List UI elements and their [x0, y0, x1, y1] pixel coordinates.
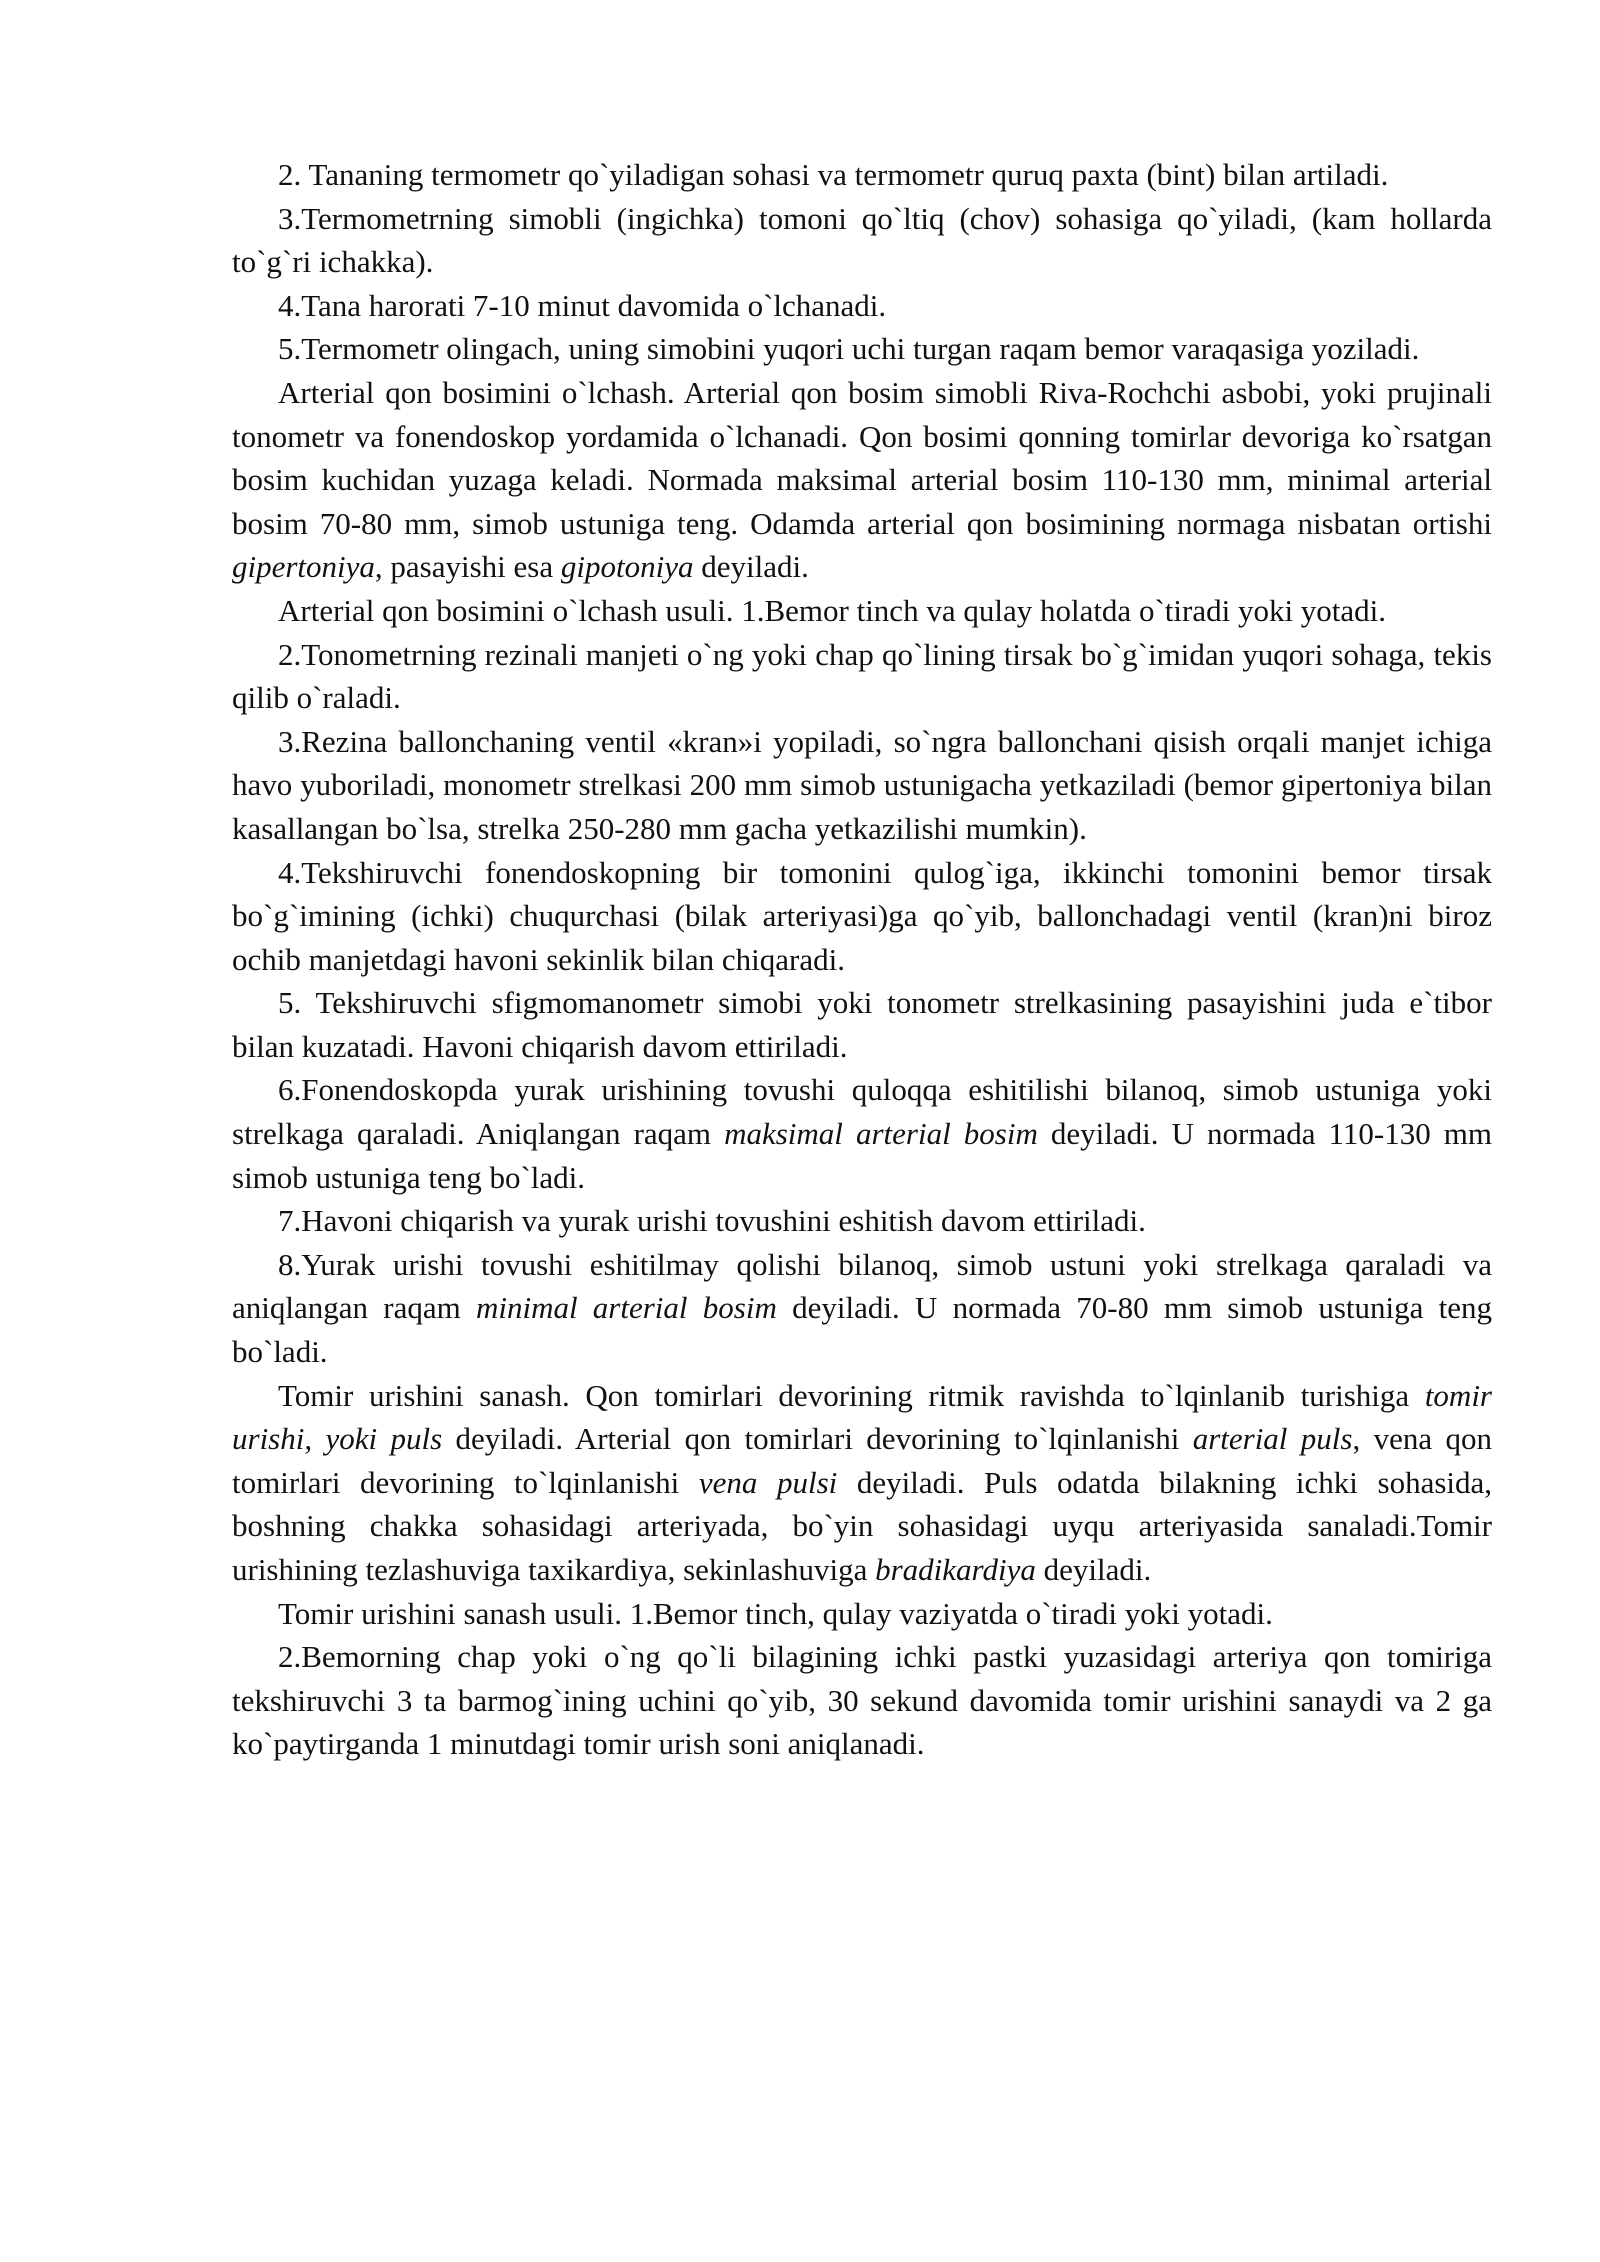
paragraph-blood-pressure-step-8 — [232, 1243, 1492, 1374]
text-segment: 6.Fonendoskopda yurak urishining tovushi quloqqa eshitilishi bilanoq, simob ustuniga yoki strelkaga qaraladi. Aniqlangan raqam — [232, 1072, 1492, 1152]
text-segment: deyiladi. — [693, 549, 809, 585]
paragraph-pulse-intro — [232, 1374, 1492, 1592]
italic-term: arterial puls — [1192, 1421, 1353, 1457]
text-segment: 4.Tana harorati 7-10 minut davomida o`lchanadi. — [278, 287, 887, 323]
text-segment: 5. Tekshiruvchi sfigmomanometr simobi yoki tonometr strelkasining pasayishini juda e`tibor bilan kuzatadi. Havoni chiqarish davom ettiriladi. — [232, 985, 1492, 1064]
document-page — [232, 153, 1492, 1766]
italic-term: bradikardiya — [875, 1552, 1036, 1587]
text-segment: Tomir urishini sanash usuli. 1.Bemor tinch, qulay vaziyatda o`tiradi yoki yotadi. — [278, 1595, 1273, 1631]
paragraph-blood-pressure-step-7 — [232, 1199, 1492, 1243]
text-segment: 2.Tonometrning rezinali manjeti o`ng yoki chap qo`lining tirsak bo`g`imidan yuqori sohaga, tekis qilib o`raladi. — [232, 636, 1492, 716]
text-segment: , pasayishi esa — [374, 549, 561, 585]
text-segment: 8.Yurak urishi tovushi eshitilmay qolishi bilanoq, simob ustuni yoki strelkaga qaraladi va aniqlangan raqam — [232, 1246, 1492, 1326]
text-segment: 3.Termometrning simobli (ingichka) tomoni qo`ltiq (chov) sohasiga qo`yiladi, (kam hollarda to`g`ri ichakka). — [232, 200, 1492, 280]
paragraph-thermometer-step-4 — [232, 284, 1492, 328]
paragraph-blood-pressure-method-step-1 — [232, 589, 1492, 633]
italic-term: gipotoniya — [560, 549, 694, 585]
text-segment: Arterial qon bosimini o`lchash. Arterial qon bosim simobli Riva-Rochchi asbobi, yoki prujinali tonometr va fonendoskop yordamida o`lchanadi. Qon bosimi qonning tomirlar devoriga ko`rsatgan bosim kuchidan yuzaga keladi. Normada maksimal arterial bosim 110-130 mm, minimal arterial bosim 70-80 mm, simob ustuniga teng. Odamda arterial qon bosimining normaga nisbatan ortishi — [232, 374, 1492, 541]
italic-term: vena pulsi — [698, 1464, 838, 1500]
paragraph-blood-pressure-step-5 — [232, 981, 1492, 1068]
text-segment: 4.Tekshiruvchi fonendoskopning bir tomonini qulog`iga, ikkinchi tomonini bemor tirsak bo`g`imining (ichki) chuqurchasi (bilak arteriyasi)ga qo`yib, ballonchadagi ventil (kran)ni biroz ochib manjetdagi havoni sekinlik bilan chiqaradi. — [232, 854, 1492, 977]
text-segment: 7.Havoni chiqarish va yurak urishi tovushini eshitish davom ettiriladi. — [278, 1203, 1146, 1239]
text-segment: deyiladi. Arterial qon tomirlari devorining to`lqinlanishi — [442, 1421, 1193, 1457]
italic-term: tomir urishi, yoki puls — [232, 1377, 1492, 1457]
paragraph-blood-pressure-step-2 — [232, 633, 1492, 720]
text-segment: deyiladi. — [1035, 1552, 1152, 1587]
text-segment: deyiladi. U normada 70-80 mm simob ustuniga teng bo`ladi. — [232, 1290, 1492, 1370]
paragraph-blood-pressure-step-4 — [232, 851, 1492, 982]
text-segment: deyiladi. U normada 110-130 mm simob ustuniga teng bo`ladi. — [232, 1116, 1492, 1195]
paragraph-thermometer-step-2 — [232, 153, 1492, 197]
text-segment: , vena qon tomirlari devorining to`lqinlanishi — [232, 1421, 1492, 1500]
paragraph-blood-pressure-step-6 — [232, 1068, 1492, 1199]
text-segment: 3.Rezina ballonchaning ventil «kran»i yopiladi, so`ngra ballonchani qisish orqali manjet ichiga havo yuboriladi, monometr strelkasi 200 mm simob ustunigacha yetkaziladi (bemor gipertoniya bilan kasallangan bo`lsa, strelka 250-280 mm gacha yetkazilishi mumkin). — [232, 723, 1492, 846]
text-segment: deyiladi. Puls odatda bilakning ichki sohasida, boshning chakka sohasidagi arteriyada, bo`yin sohasidagi uyqu arteriyasida sanaladi.Tomir urishining tezlashuviga taxikardiya, sekinlashuviga — [232, 1464, 1493, 1587]
italic-term: minimal arterial bosim — [475, 1290, 777, 1326]
paragraph-pulse-method-step-2 — [232, 1635, 1492, 1766]
text-segment: 5.Termometr olingach, uning simobini yuqori uchi turgan raqam bemor varaqasiga yoziladi. — [278, 331, 1420, 367]
text-segment: 2. Tananing termometr qo`yiladigan sohasi va termometr quruq paxta (bint) bilan artiladi. — [278, 157, 1389, 192]
paragraph-pulse-method-step-1 — [232, 1592, 1492, 1636]
italic-term: gipertoniya — [232, 549, 375, 585]
paragraph-thermometer-step-3 — [232, 197, 1492, 284]
italic-term: maksimal arterial bosim — [724, 1116, 1038, 1152]
text-segment: Arterial qon bosimini o`lchash usuli. 1.Bemor tinch va qulay holatda o`tiradi yoki yotadi. — [278, 592, 1387, 628]
paragraph-blood-pressure-intro — [232, 371, 1492, 589]
paragraph-blood-pressure-step-3 — [232, 720, 1492, 851]
paragraph-thermometer-step-5 — [232, 327, 1492, 371]
text-segment: Tomir urishini sanash. Qon tomirlari devorining ritmik ravishda to`lqinlanib turishiga — [278, 1377, 1425, 1413]
text-segment: 2.Bemorning chap yoki o`ng qo`li bilagining ichki pastki yuzasidagi arteriya qon tomiriga tekshiruvchi 3 ta barmog`ining uchini qo`yib, 30 sekund davomida tomir urishini sanaydi va 2 ga ko`paytirganda 1 minutdagi tomir urish soni aniqlanadi. — [232, 1639, 1492, 1762]
